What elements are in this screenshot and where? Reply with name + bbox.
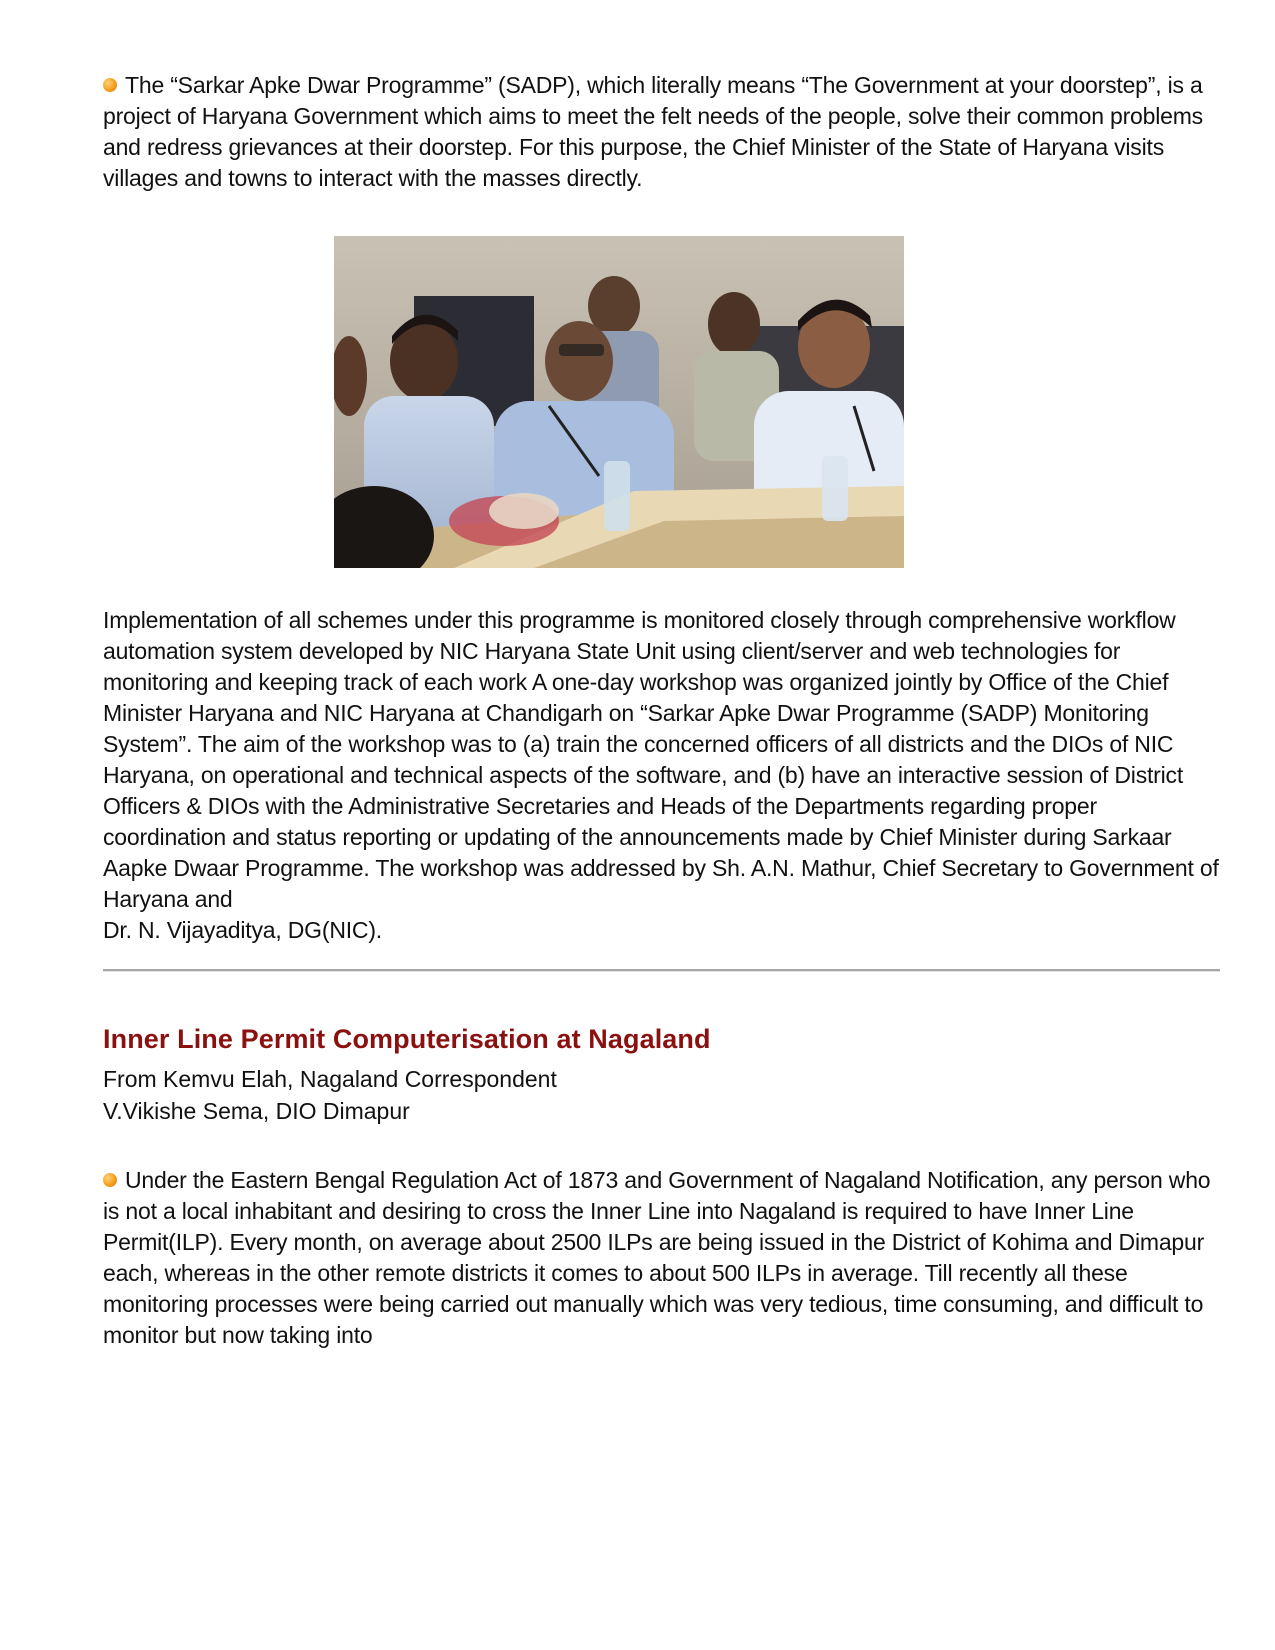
sadp-workshop-text: Implementation of all schemes under this programme is monitored closely through comprehensive workflow automation system developed by NIC Haryana State Unit using client/server and web technologies for monitoring and keeping track of each work A one-day workshop was organized jointly by Office of the Chief Minister Haryana and NIC Haryana at Chandigarh on “Sarkar Apke Dwar Programme (SADP) Monitoring System”. The aim of the workshop was to (a) train the concerned officers of all districts and the DIOs of NIC Haryana, on operational and technical aspects of the software, and (b) have an interactive session of District Officers & DIOs with the Administrative Secretaries and Heads of the Departments regarding proper coordination and status reporting or updating of the announcements made by Chief Minister during Sarkaar Aapke Dwaar Programme. The workshop was addressed by Sh. A.N. Mathur, Chief Secretary to Government of Haryana and [103, 607, 1219, 912]
sadp-intro-paragraph [103, 70, 1223, 194]
ilp-byline [103, 1063, 557, 1127]
ilp-intro-paragraph [103, 1165, 1223, 1351]
sadp-workshop-paragraph [103, 605, 1223, 946]
sadp-intro-text: The “Sarkar Apke Dwar Programme” (SADP), which literally means “The Government at your doorstep”, is a project of Haryana Government which aims to meet the felt needs of the people, solve their common problems and redress grievances at their doorstep. For this purpose, the Chief Minister of the State of Haryana visits villages and towns to interact with the masses directly. [103, 72, 1203, 191]
ilp-byline-correspondent: From Kemvu Elah, Nagaland Correspondent [103, 1066, 557, 1092]
workshop-photo [334, 236, 904, 568]
ilp-byline-dio: V.Vikishe Sema, DIO Dimapur [103, 1098, 410, 1124]
ilp-intro-text: Under the Eastern Bengal Regulation Act of 1873 and Government of Nagaland Notification, any person who is not a local inhabitant and desiring to cross the Inner Line into Nagaland is required to have Inner Line Permit(ILP). Every month, on average about 2500 ILPs are being issued in the District of Kohima and Dimapur each, whereas in the other remote districts it comes to about 500 ILPs in average. Till recently all these monitoring processes were being carried out manually which was very tedious, time consuming, and difficult to monitor but now taking into [103, 1167, 1211, 1348]
section-divider [103, 969, 1220, 972]
sadp-workshop-tail: Dr. N. Vijayaditya, DG(NIC). [103, 917, 382, 943]
orange-bullet-icon [103, 78, 117, 92]
orange-bullet-icon [103, 1173, 117, 1187]
ilp-section-title: Inner Line Permit Computerisation at Nagaland [103, 1024, 711, 1054]
